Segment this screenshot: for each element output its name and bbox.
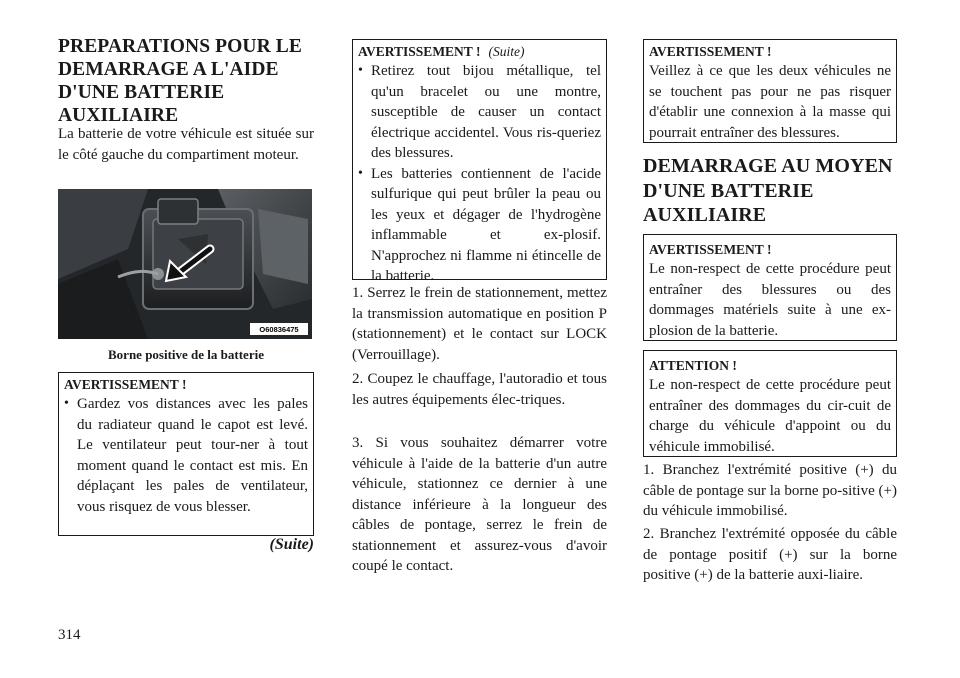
- attention-text: Le non-respect de cette procédure peut entraîner des dommages du cir-cuit de charge du véhicule d'appoint ou du véhicule immobilisé.: [649, 377, 891, 455]
- photo-caption: Borne positive de la batterie: [108, 347, 264, 362]
- warning-title: AVERTISSEMENT !: [64, 377, 187, 392]
- section-heading-preparations: PREPARATIONS POUR LE DEMARRAGE A L'AIDE D'UNE BATTERIE AUXILIAIRE: [58, 36, 302, 126]
- attention-box: [643, 350, 897, 457]
- warning-box-vehicles: [643, 39, 897, 143]
- section-heading-demarrage: DEMARRAGE AU MOYEN D'UNE BATTERIE AUXILIAIRE: [643, 155, 893, 226]
- warning-title: AVERTISSEMENT !: [649, 242, 772, 257]
- warning-bullet: • Gardez vos distances avec les pales du radiateur quand le capot est levé. Le ventilateur peut tour-ner à tout moment quand le contact est mis. En déplaçant les pales de ventilateur, vous risquez de vous blesser.: [64, 396, 308, 515]
- warning-text: Le non-respect de cette procédure peut entraîner des blessures ou des dommages matériels suite à une ex-plosion de la batterie.: [649, 261, 891, 339]
- step-1-branch: 1. Branchez l'extrémité positive (+) du câble de pontage sur la borne po-sitive (+) du véhicule immobilisé.: [643, 462, 897, 519]
- battery-photo: [58, 189, 312, 339]
- step-3: 3. Si vous souhaitez démarrer votre véhicule à l'aide de la batterie d'un autre véhicule, stationnez ce dernier à une distance inférieure à la longueur des câbles de pontage, serrez le frein de stationnement et assurez-vous d'avoir coupé le contact.: [352, 435, 607, 574]
- warning-box-radiator: [58, 372, 314, 536]
- bullet-icon: •: [358, 165, 363, 181]
- suite-label: (Suite): [269, 536, 314, 553]
- photo-code: O60836475: [259, 325, 299, 334]
- page-number: 314: [58, 627, 81, 643]
- intro-paragraph: La batterie de votre véhicule est située sur le côté gauche du compartiment moteur.: [58, 126, 314, 163]
- warning-bullet-jewelry: • Retirez tout bijou métallique, tel qu'un bracelet ou une montre, susceptible de causer un contact électrique accidentel. Vous ris-queriez des blessures.: [358, 63, 601, 161]
- bullet-icon: •: [64, 396, 69, 411]
- warning-bullets: [358, 61, 601, 287]
- engine-compartment-image: [58, 189, 312, 339]
- attention-title: ATTENTION !: [649, 358, 737, 373]
- step-2: 2. Coupez le chauffage, l'autoradio et tous les autres équipements élec-triques.: [352, 371, 607, 408]
- step-1: 1. Serrez le frein de stationnement, mettez la transmission automatique en position P (stationnement) et le contact sur LOCK (Verrouillage).: [352, 285, 607, 363]
- warning-box-procedure: [643, 234, 897, 341]
- warning-suite: (Suite): [488, 44, 525, 59]
- warning-title: AVERTISSEMENT !: [649, 44, 772, 59]
- warning-bullets: [64, 394, 308, 517]
- warning-text: Veillez à ce que les deux véhicules ne se touchent pas pour ne pas risquer d'établir une connexion à la masse qui pourrait entraîner des blessures.: [649, 63, 891, 141]
- step-2-branch: 2. Branchez l'extrémité opposée du câble de pontage positif (+) sur la borne positive (+) de la batterie auxi-liaire.: [643, 526, 897, 583]
- warning-box-jewelry: [352, 39, 607, 284]
- warning-title: AVERTISSEMENT ! (Suite): [358, 44, 525, 59]
- warning-bullet-acid: • Les batteries contiennent de l'acide sulfurique qui peut brûler la peau ou les yeux et dégager de l'hydrogène inflammable et ex-plosif. N'approchez ni flamme ni étincelle de la batterie.: [358, 165, 601, 284]
- bullet-icon: •: [358, 63, 363, 78]
